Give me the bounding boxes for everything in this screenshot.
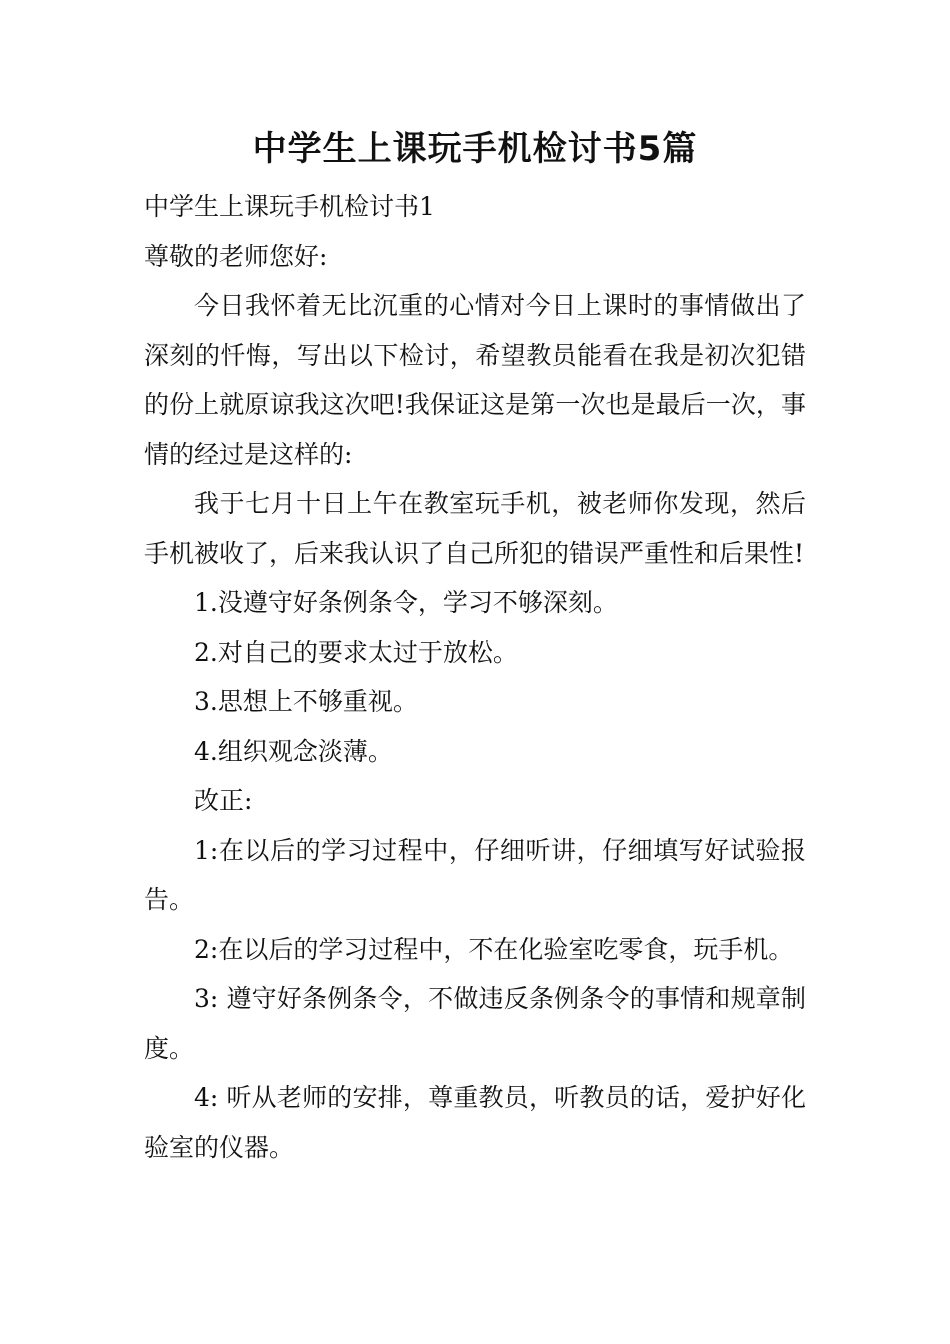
correction-item-4: 4: 听从老师的安排，尊重教员，听教员的话，爱护好化验室的仪器。 [144, 1083, 806, 1162]
section-heading: 中学生上课玩手机检讨书1 [144, 192, 435, 221]
document-body [144, 182, 806, 1172]
body-paragraph-1: 今日我怀着无比沉重的心情对今日上课时的事情做出了深刻的忏悔，写出以下检讨，希望教员能看在我是初次犯错的份上就原谅我这次吧!我保证这是第一次也是最后一次，事情的经过是这样的: [144, 291, 806, 469]
reason-item-1: 1.没遵守好条例条令，学习不够深刻。 [194, 588, 618, 617]
correction-item-2: 2:在以后的学习过程中，不在化验室吃零食，玩手机。 [194, 934, 794, 964]
reason-item-4: 4.组织观念淡薄。 [194, 736, 393, 766]
correction-item-1: 1:在以后的学习过程中，仔细听讲，仔细填写好试验报告。 [144, 835, 806, 914]
reason-item-2: 2.对自己的要求太过于放松。 [194, 637, 518, 667]
correction-item-3: 3: 遵守好条例条令，不做违反条例条令的事情和规章制度。 [144, 984, 806, 1063]
body-paragraph-2: 我于七月十日上午在教室玩手机，被老师你发现，然后手机被收了，后来我认识了自己所犯的错误严重性和后果性! [144, 489, 806, 568]
correction-heading: 改正: [194, 786, 253, 815]
document-title: 中学生上课玩手机检讨书5篇 [252, 129, 698, 169]
reason-item-3: 3.思想上不够重视。 [194, 687, 418, 716]
salutation: 尊敬的老师您好: [144, 241, 328, 271]
